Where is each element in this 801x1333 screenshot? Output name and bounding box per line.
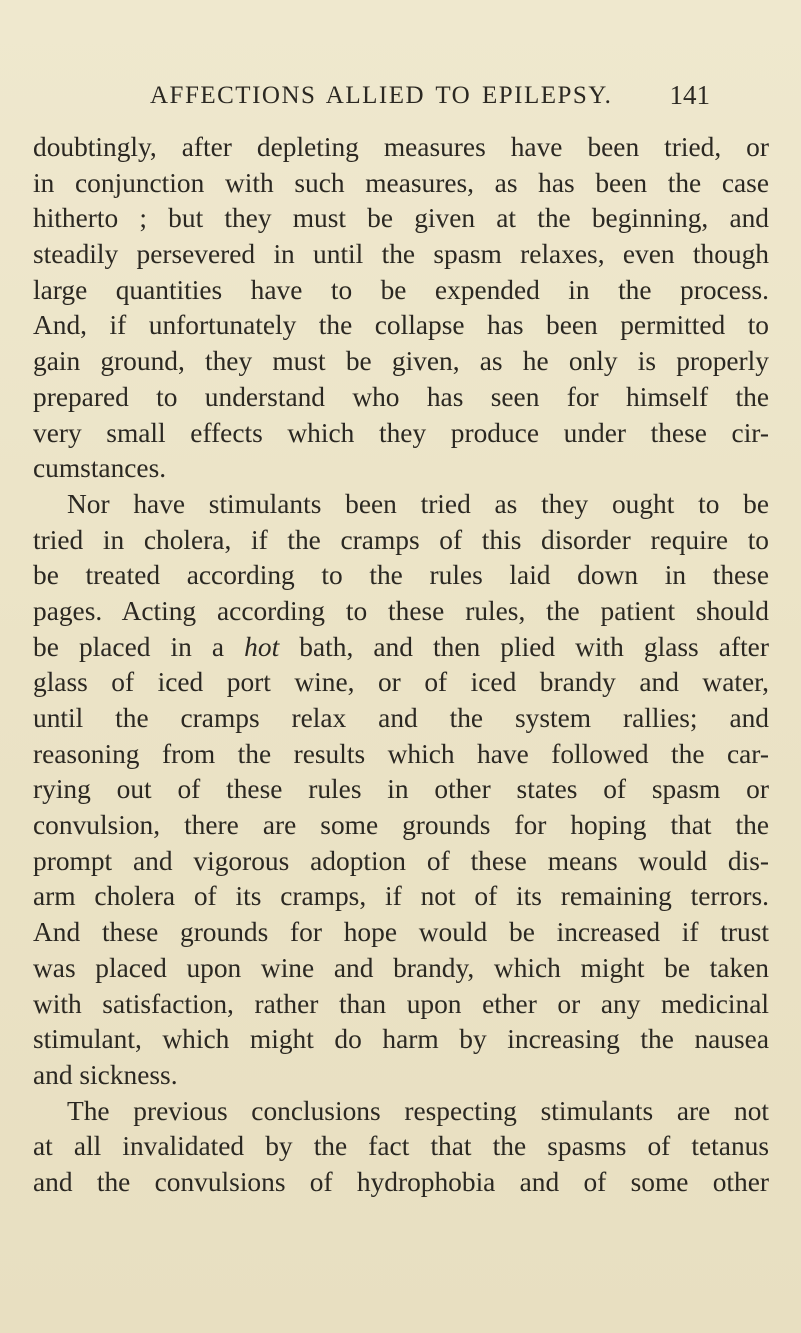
text-line: arm cholera of its cramps, if not of its remaining terrors. [33, 881, 769, 912]
text-line: prepared to understand who has seen for himself the [33, 381, 769, 412]
text-line: stimulant, which might do harm by increasing the nausea [33, 1024, 769, 1055]
running-title: AFFECTIONS ALLIED TO EPILEPSY. [150, 82, 613, 109]
text-line: rying out of these rules in other states of spasm or [33, 774, 769, 805]
text-line: be treated according to the rules laid down in these [33, 560, 769, 591]
text-line: until the cramps relax and the system rallies; and [33, 703, 769, 733]
line-segment: be placed in a [33, 631, 225, 662]
page-header [150, 82, 710, 122]
text-line: prompt and vigorous adoption of these means would dis- [33, 845, 769, 876]
text-line: pages. Acting according to these rules, the patient should [33, 595, 769, 626]
text-line: tried in cholera, if the cramps of this disorder require to [33, 524, 769, 555]
paragraph-start-line: Nor have stimulants been tried as they ought to be [67, 488, 769, 519]
page-number: 141 [669, 80, 710, 110]
text-line: very small effects which they produce under these cir- [33, 417, 769, 448]
body-text [33, 130, 769, 1201]
text-line: And, if unfortunately the collapse has been permitted to [33, 310, 769, 341]
text-line: large quantities have to be expended in the process. [33, 274, 769, 305]
text-line: doubtingly, after depleting measures have been tried, or [33, 132, 769, 162]
text-line: And these grounds for hope would be increased if trust [33, 917, 769, 948]
text-line: convulsion, there are some grounds for hoping that the [33, 810, 769, 841]
line-segment: bath, and then plied with glass after [299, 631, 769, 662]
text-line: hitherto ; but they must be given at the beginning, and [33, 203, 769, 234]
text-line: gain ground, they must be given, as he only is properly [33, 346, 769, 377]
paragraph-start-line: The previous conclusions respecting stimulants are not [67, 1095, 769, 1126]
text-line: steadily persevered in until the spasm relaxes, even though [33, 239, 769, 270]
text-line: and the convulsions of hydrophobia and of some other [33, 1166, 769, 1197]
text-line: with satisfaction, rather than upon ether or any medicinal [33, 988, 769, 1019]
text-line: cumstances. [33, 453, 167, 484]
text-line: glass of iced port wine, or of iced brandy and water, [33, 667, 769, 698]
text-line: in conjunction with such measures, as has been the case [33, 167, 769, 198]
text-line: reasoning from the results which have followed the car- [33, 738, 769, 769]
text-line: was placed upon wine and brandy, which might be taken [33, 952, 769, 983]
text-line [33, 630, 769, 666]
italic-word: hot [244, 631, 280, 662]
text-line: and sickness. [33, 1059, 178, 1090]
text-line: at all invalidated by the fact that the spasms of tetanus [33, 1131, 769, 1162]
